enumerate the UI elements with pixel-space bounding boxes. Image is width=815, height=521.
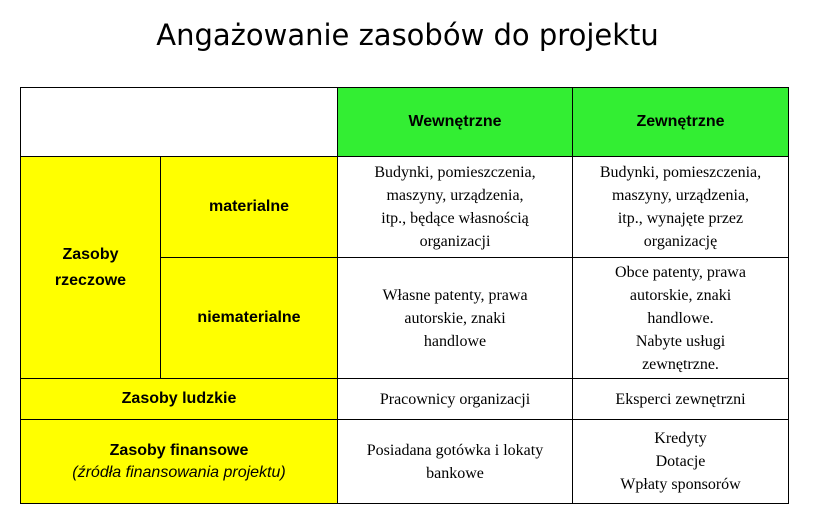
header-external: Zewnętrzne <box>573 88 789 157</box>
label-materialne: materialne <box>161 157 338 258</box>
label-zasoby-ludzkie: Zasoby ludzkie <box>21 379 338 420</box>
text-line: Budynki, pomieszczenia, <box>374 164 536 181</box>
cell-niematerialne-internal <box>338 258 573 379</box>
label-niematerialne: niematerialne <box>161 258 338 379</box>
cell-finansowe-external <box>573 420 789 504</box>
text-line: Nabyte usługi <box>635 332 726 350</box>
text-line: handlowe. <box>647 309 714 327</box>
header-internal: Wewnętrzne <box>338 88 573 157</box>
cell-materialne-external <box>573 157 789 258</box>
label-rzeczowe-line1: Zasoby <box>62 245 119 263</box>
label-finansowe-main: Zasoby finansowe <box>109 441 249 459</box>
text-line: itp., będące własnością <box>381 210 529 227</box>
cell-ludzkie-internal: Pracownicy organizacji <box>338 379 573 420</box>
cell-ludzkie-external: Eksperci zewnętrzni <box>573 379 789 420</box>
text-line: Budynki, pomieszczenia, <box>599 164 762 181</box>
text-line: bankowe <box>426 464 484 482</box>
cell-materialne-internal <box>338 157 573 258</box>
text-line: zewnętrzne. <box>642 355 719 373</box>
resources-table <box>20 87 789 504</box>
text-line: handlowe <box>423 332 487 350</box>
label-zasoby-finansowe <box>21 420 338 504</box>
cell-finansowe-internal <box>338 420 573 504</box>
text-line: autorskie, znaki <box>404 309 506 327</box>
label-rzeczowe-line2: rzeczowe <box>54 271 127 289</box>
text-line: Posiadana gotówka i lokaty <box>366 441 544 459</box>
text-line: Obce patenty, prawa <box>615 263 746 281</box>
text-line: autorskie, znaki <box>629 286 732 304</box>
label-finansowe-sub: (źródła finansowania projektu) <box>72 463 286 481</box>
text-line: Kredyty <box>654 430 707 447</box>
text-line: organizacji <box>419 233 491 250</box>
text-line: maszyny, urządzenia, <box>611 187 750 204</box>
text-line: Dotacje <box>655 453 706 470</box>
page-title: Angażowanie zasobów do projektu <box>156 18 659 52</box>
text-line: maszyny, urządzenia, <box>386 187 524 204</box>
text-line: organizację <box>643 233 718 250</box>
corner-cell <box>21 88 338 157</box>
label-zasoby-rzeczowe <box>21 157 161 379</box>
text-line: Wpłaty sponsorów <box>620 476 741 493</box>
text-line: itp., wynajęte przez <box>617 210 744 227</box>
cell-niematerialne-external <box>573 258 789 379</box>
text-line: Własne patenty, prawa <box>382 286 528 304</box>
